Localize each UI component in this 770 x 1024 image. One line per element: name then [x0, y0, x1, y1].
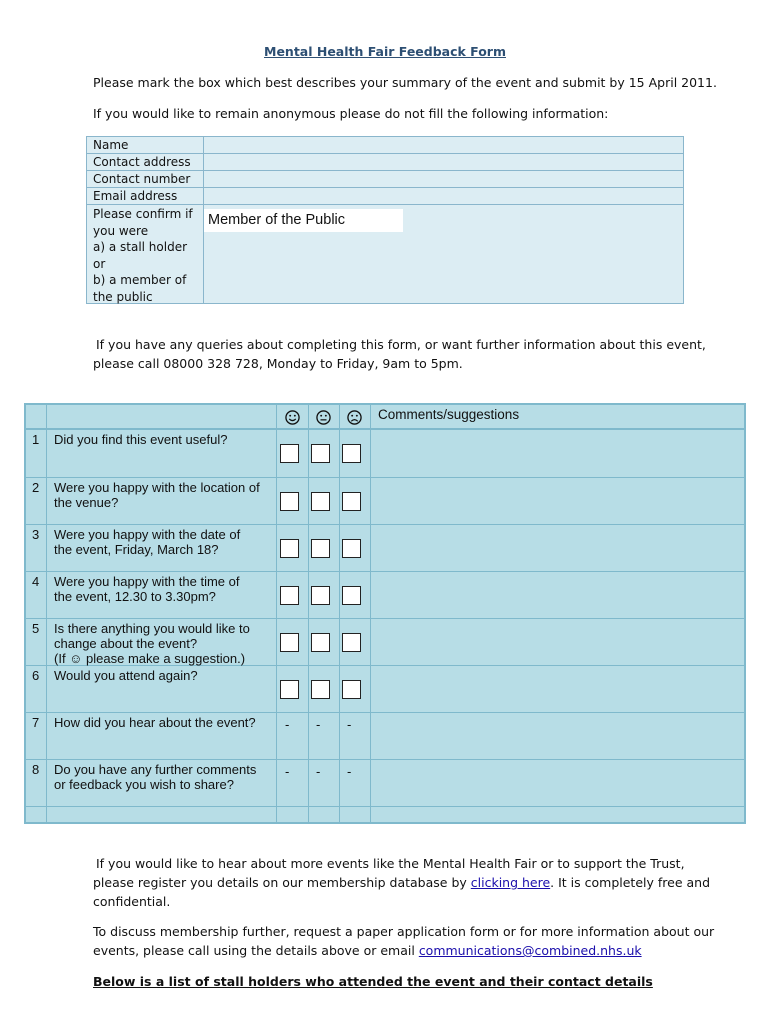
row-number: 4 — [32, 574, 40, 589]
intro-text: Please mark the box which best describes your summary of the event and submit by 15 April 2011. — [93, 75, 717, 90]
comments-header: Comments/suggestions — [378, 407, 520, 422]
row-divider — [26, 806, 744, 807]
rating-happy-checkbox[interactable] — [280, 680, 299, 699]
question-text: the event, 12.30 to 3.30pm? — [54, 589, 216, 604]
comment-field[interactable] — [371, 713, 744, 759]
email-row — [87, 188, 683, 205]
row-number: 2 — [32, 480, 40, 495]
name-field[interactable] — [204, 137, 683, 153]
confirm-line: or — [93, 256, 106, 271]
rating-sad-checkbox[interactable] — [342, 539, 361, 558]
stall-holders-heading: Below is a list of stall holders who attended the event and their contact details — [93, 974, 653, 989]
queries-text-line1: If you have any queries about completing this form, or want further information about this event, — [96, 337, 706, 352]
footer-text-span: please register you details on our membership database by — [93, 875, 471, 890]
footer-text-line3: confidential. — [93, 894, 171, 909]
comment-field[interactable] — [371, 760, 744, 806]
number-label: Contact number — [87, 171, 204, 187]
row-number: 8 — [32, 762, 40, 777]
row-number: 7 — [32, 715, 40, 730]
smiley-neutral-icon — [316, 410, 331, 425]
rating-neutral-checkbox[interactable] — [311, 444, 330, 463]
question-text: How did you hear about the event? — [54, 715, 256, 730]
question-text: Do you have any further comments — [54, 762, 257, 777]
question-text: Would you attend again? — [54, 668, 198, 683]
rating-happy-checkbox[interactable] — [280, 539, 299, 558]
rating-happy-checkbox[interactable] — [280, 444, 299, 463]
contact-text-line1: To discuss membership further, request a paper application form or for more information about our — [93, 924, 715, 939]
number-field[interactable] — [204, 171, 683, 187]
rating-neutral-checkbox[interactable] — [311, 586, 330, 605]
form-title: Mental Health Fair Feedback Form — [264, 44, 506, 59]
address-row — [87, 154, 683, 171]
comment-field[interactable] — [371, 666, 744, 712]
question-text: Were you happy with the date of — [54, 527, 241, 542]
rating-neutral-checkbox[interactable] — [311, 680, 330, 699]
name-row — [87, 137, 683, 154]
rating-sad-checkbox[interactable] — [342, 680, 361, 699]
comment-field[interactable] — [371, 430, 744, 476]
confirm-line: you were — [93, 223, 149, 238]
confirm-line: the public — [93, 289, 153, 304]
member-type-field[interactable]: Member of the Public — [204, 209, 403, 232]
queries-text-line2: please call 08000 328 728, Monday to Friday, 9am to 5pm. — [93, 356, 463, 371]
rating-sad-checkbox[interactable] — [342, 586, 361, 605]
rating-sad-checkbox[interactable] — [342, 633, 361, 652]
comment-field[interactable] — [371, 572, 744, 618]
email-link[interactable]: communications@combined.nhs.uk — [418, 943, 642, 958]
question-text: Did you find this event useful? — [54, 432, 228, 447]
dash-marker: - — [316, 764, 321, 779]
question-text: (If ☺ please make a suggestion.) — [54, 651, 246, 666]
question-text: Is there anything you would like to — [54, 621, 250, 636]
dash-marker: - — [285, 717, 290, 732]
comment-field[interactable] — [371, 525, 744, 571]
rating-sad-checkbox[interactable] — [342, 444, 361, 463]
row-number: 1 — [32, 432, 40, 447]
rating-happy-checkbox[interactable] — [280, 633, 299, 652]
smiley-happy-icon — [285, 410, 300, 425]
rating-happy-checkbox[interactable] — [280, 492, 299, 511]
comment-field[interactable] — [371, 478, 744, 524]
rating-neutral-checkbox[interactable] — [311, 633, 330, 652]
confirm-line: b) a member of — [93, 273, 187, 287]
row-number: 3 — [32, 527, 40, 542]
confirm-label — [87, 205, 204, 303]
dash-marker: - — [316, 717, 321, 732]
contact-text-span: events, please call using the details above or email — [93, 943, 419, 958]
question-text: Were you happy with the time of — [54, 574, 240, 589]
row-number: 6 — [32, 668, 40, 683]
dash-marker: - — [285, 764, 290, 779]
dash-marker: - — [347, 717, 352, 732]
address-label: Contact address — [87, 154, 204, 170]
email-label: Email address — [87, 188, 204, 204]
footer-text-line2 — [93, 873, 710, 892]
email-field[interactable] — [204, 188, 683, 204]
question-text: change about the event? — [54, 636, 198, 651]
feedback-survey-table — [24, 403, 746, 824]
row-number: 5 — [32, 621, 40, 636]
contact-text-line2 — [93, 941, 642, 960]
question-text: the venue? — [54, 495, 119, 510]
comment-field[interactable] — [371, 619, 744, 665]
rating-neutral-checkbox[interactable] — [311, 492, 330, 511]
question-text: the event, Friday, March 18? — [54, 542, 219, 557]
question-text: Were you happy with the location of — [54, 480, 260, 495]
confirm-line: Please confirm if — [93, 207, 193, 221]
rating-neutral-checkbox[interactable] — [311, 539, 330, 558]
confirm-line: a) a stall holder — [93, 240, 188, 254]
question-text: or feedback you wish to share? — [54, 777, 234, 792]
name-label: Name — [87, 137, 204, 153]
rating-sad-checkbox[interactable] — [342, 492, 361, 511]
rating-happy-checkbox[interactable] — [280, 586, 299, 605]
footer-text-span: . It is completely free and — [550, 875, 711, 890]
address-field[interactable] — [204, 154, 683, 170]
dash-marker: - — [347, 764, 352, 779]
footer-text-line1: If you would like to hear about more events like the Mental Health Fair or to support the Trust, — [96, 856, 685, 871]
smiley-sad-icon — [347, 410, 362, 425]
number-row — [87, 171, 683, 188]
register-link[interactable]: clicking here — [470, 875, 551, 890]
anonymous-note: If you would like to remain anonymous please do not fill the following information: — [93, 106, 609, 121]
